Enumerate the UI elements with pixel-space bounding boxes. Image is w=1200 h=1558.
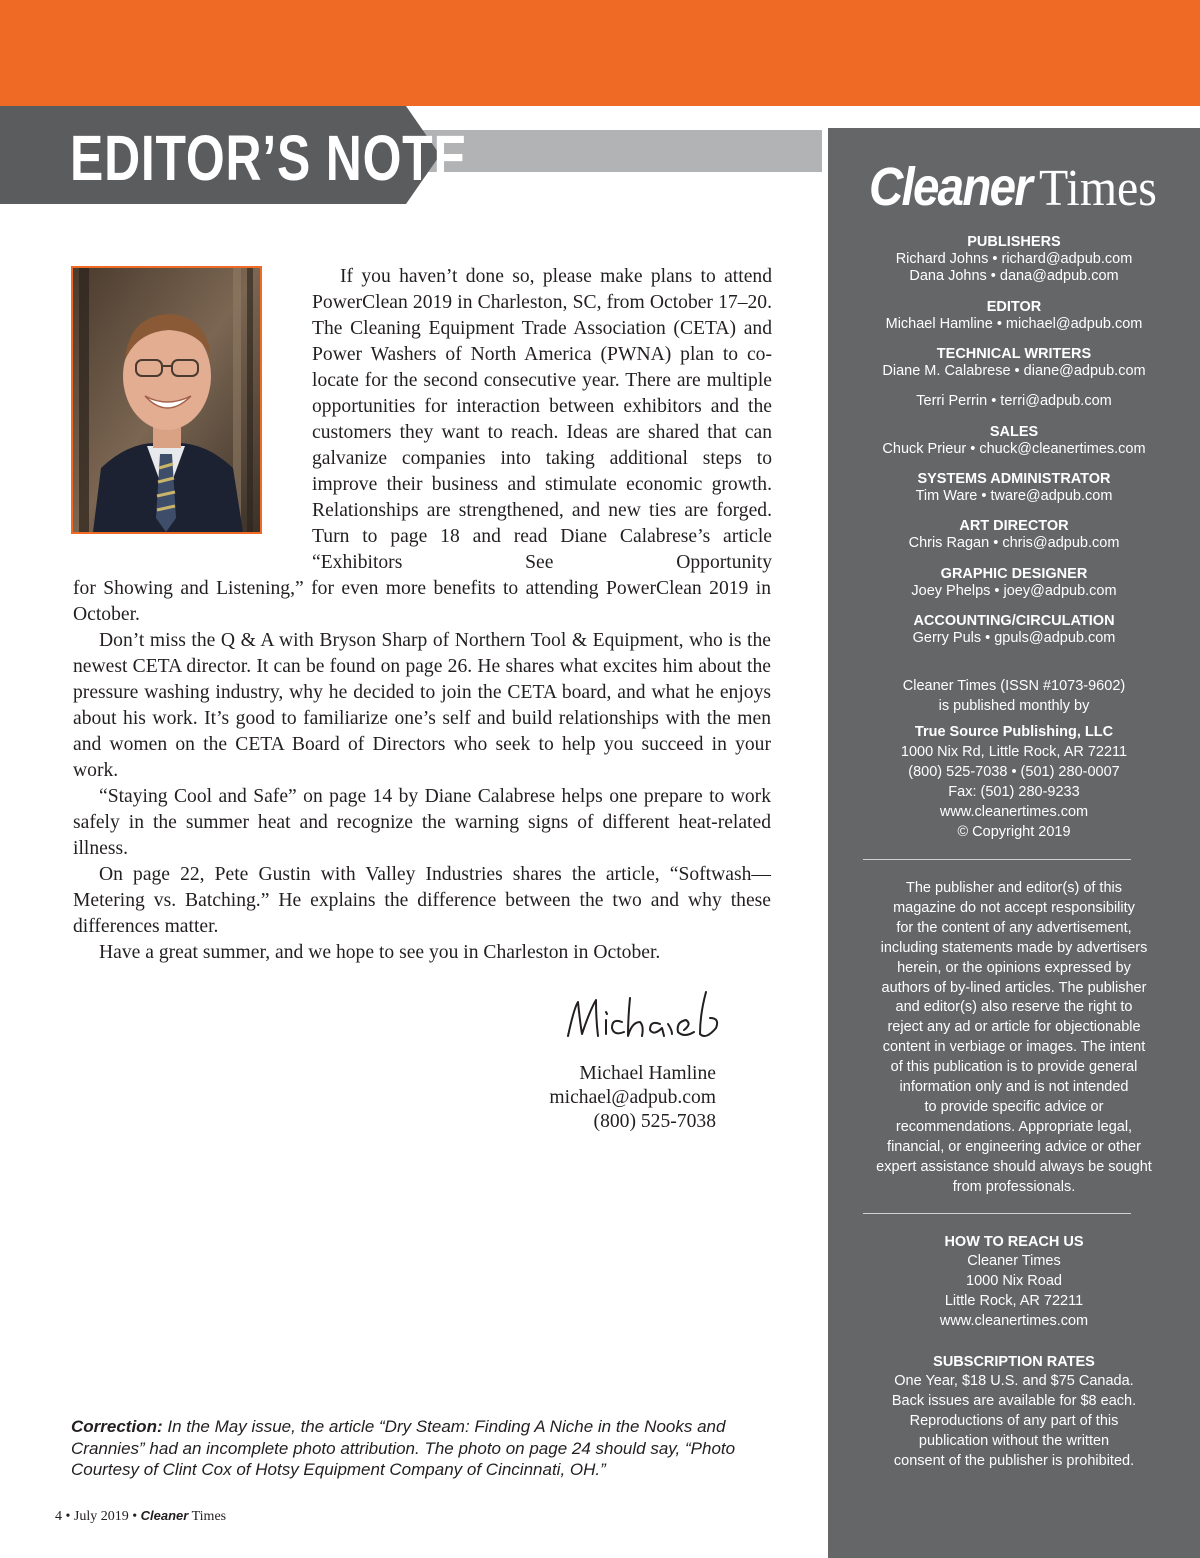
correction-text: In the May issue, the article “Dry Steam: Finding A Niche in the Nooks and Crannies” had an incomplete photo attribution. The photo on page 24 should say, “Photo Courtesy of Clint Cox of Hotsy Equipment Company of Cincinnati, OH.” xyxy=(71,1417,736,1479)
masthead-graphic-designer xyxy=(828,566,1200,600)
article-paragraph-3: “Staying Cool and Safe” on page 14 by Diane Calabrese helps one prepare to work safely in the summer heat and recognize the warning signs of different heat-related illness. xyxy=(73,786,771,859)
editor-photo xyxy=(71,266,262,534)
footer-brand-cleaner: Cleaner xyxy=(140,1508,189,1523)
reach-heading: HOW TO REACH US xyxy=(944,1234,1084,1250)
article-paragraph-1-continued: for Showing and Listening,” for even more benefits to attending PowerClean 2019 in October. xyxy=(73,578,771,625)
reach-line: Cleaner Times xyxy=(967,1253,1061,1269)
masthead-line: Diane M. Calabrese • diane@adpub.com xyxy=(882,363,1146,379)
page-footer: 4 • July 2019 • Cleaner Times xyxy=(55,1508,227,1524)
cleaner-times-logo xyxy=(858,156,1178,218)
disclaimer-line: financial, or engineering advice or other xyxy=(887,1138,1141,1155)
masthead-technical-writers xyxy=(828,346,1200,410)
masthead-line: Tim Ware • tware@adpub.com xyxy=(915,488,1113,504)
disclaimer-line: herein, or the opinions expressed by xyxy=(897,959,1131,976)
editor-phone: (800) 525-7038 xyxy=(593,1111,716,1132)
disclaimer-line: from professionals. xyxy=(952,1178,1076,1195)
logo-word-cleaner: Cleaner xyxy=(868,157,1031,217)
masthead-systems-admin xyxy=(828,471,1200,505)
issn-line-2: is published monthly by xyxy=(938,698,1090,714)
masthead-line: Terri Perrin • terri@adpub.com xyxy=(916,393,1112,409)
correction-label: Correction: xyxy=(71,1417,163,1436)
page-title: EDITOR’S NOTE xyxy=(70,122,468,194)
masthead-role: SYSTEMS ADMINISTRATOR xyxy=(917,471,1111,487)
divider xyxy=(863,859,1131,860)
signature-block xyxy=(470,1062,716,1134)
disclaimer-line: expert assistance should always be sought xyxy=(876,1158,1152,1175)
reach-line: www.cleanertimes.com xyxy=(939,1312,1089,1329)
disclaimer-line: magazine do not accept responsibility xyxy=(893,899,1135,916)
masthead-role: PUBLISHERS xyxy=(967,234,1061,250)
subscription-line: Back issues are available for $8 each. xyxy=(891,1392,1137,1409)
subscription-line: consent of the publisher is prohibited. xyxy=(893,1452,1135,1469)
masthead-role: SALES xyxy=(989,424,1039,440)
masthead-role: GRAPHIC DESIGNER xyxy=(940,566,1088,582)
masthead-role: ACCOUNTING/CIRCULATION xyxy=(913,613,1115,629)
subscription-line: publication without the written xyxy=(918,1432,1110,1449)
editor-portrait-image xyxy=(73,268,260,532)
top-color-band xyxy=(0,0,1200,106)
disclaimer-line: to provide specific advice or xyxy=(924,1098,1104,1115)
masthead-accounting xyxy=(828,613,1200,647)
masthead-art-director xyxy=(828,518,1200,552)
article-paragraph-4: On page 22, Pete Gustin with Valley Industries shares the article, “Softwash—Metering vs. Batching.” He explains the difference between the two and why these differences matter. xyxy=(73,864,771,937)
publisher-phones: (800) 525-7038 • (501) 280-0007 xyxy=(908,764,1120,780)
logo-word-times: Times xyxy=(1038,160,1157,217)
publication-info xyxy=(828,676,1200,842)
masthead-line: Chris Ragan • chris@adpub.com xyxy=(908,535,1120,551)
masthead-line: Chuck Prieur • chuck@cleanertimes.com xyxy=(882,441,1146,457)
disclaimer-line: authors of by-lined articles. The publisher xyxy=(881,979,1147,996)
editor-name: Michael Hamline xyxy=(579,1063,716,1084)
editor-email[interactable]: michael@adpub.com xyxy=(549,1087,716,1108)
disclaimer-line: including statements made by advertisers xyxy=(880,939,1148,956)
issue-date: July 2019 xyxy=(73,1509,129,1524)
masthead-role: TECHNICAL WRITERS xyxy=(936,346,1092,362)
subscription-rates xyxy=(828,1352,1200,1472)
publisher-fax: Fax: (501) 280-9233 xyxy=(948,784,1080,800)
footer-brand-times: Times xyxy=(191,1509,227,1524)
disclaimer-line: information only and is not intended xyxy=(899,1079,1129,1096)
disclaimer xyxy=(828,879,1200,1198)
article-paragraph-1: If you haven’t done so, please make plans to attend PowerClean 2019 in Charleston, SC, from October 17–20. The Cleaning Equipment Trade Association (CETA) and Power Washers of North America (PWNA) plan to co-locate for the second consecutive year. There are multiple opportunities for interaction between exhibitors and the customers they want to reach. Ideas are shared that can galvanize companies into taking additional steps to improve their business and stimulate economic growth. Relationships are strengthened, and new ties are forged. Turn to page 18 and read Diane Calabrese’s article “Exhibitors See Opportunity xyxy=(312,266,772,573)
disclaimer-line: content in verbiage or images. The intent xyxy=(882,1039,1146,1056)
copyright: © Copyright 2019 xyxy=(957,824,1071,840)
masthead-sidebar xyxy=(828,128,1200,1558)
masthead-editor xyxy=(828,299,1200,333)
subscription-heading: SUBSCRIPTION RATES xyxy=(933,1354,1095,1370)
article-paragraph-2: Don’t miss the Q & A with Bryson Sharp of Northern Tool & Equipment, who is the newest CETA director. It can be found on page 26. He shares what excites him about the pressure washing industry, why he decided to join the CETA board, and what he enjoys about his work. It’s good to familiarize one’s self and build relationships with the men and women on the CETA Board of Directors who seek to help you succeed in your work. xyxy=(73,630,771,781)
subscription-line: Reproductions of any part of this xyxy=(909,1412,1119,1429)
masthead-line: Joey Phelps • joey@adpub.com xyxy=(911,583,1117,599)
correction-notice xyxy=(71,1416,751,1481)
disclaimer-line: for the content of any advertisement, xyxy=(896,919,1132,936)
how-to-reach-us xyxy=(828,1232,1200,1332)
subscription-line: One Year, $18 U.S. and $75 Canada. xyxy=(894,1373,1134,1389)
publisher-address: 1000 Nix Rd, Little Rock, AR 72211 xyxy=(900,744,1128,760)
divider xyxy=(863,1213,1131,1214)
disclaimer-line: reject any ad or article for objectionable xyxy=(887,1019,1141,1036)
masthead-publishers xyxy=(828,234,1200,285)
page-number: 4 xyxy=(55,1509,62,1524)
publisher-website: www.cleanertimes.com xyxy=(939,804,1089,820)
handwritten-signature xyxy=(560,988,730,1058)
disclaimer-line: and editor(s) also reserve the right to xyxy=(895,999,1133,1016)
publisher-name: True Source Publishing, LLC xyxy=(914,724,1114,740)
masthead-role: ART DIRECTOR xyxy=(959,518,1069,534)
masthead-sales xyxy=(828,424,1200,458)
issn-line: Cleaner Times (ISSN #1073-9602) xyxy=(902,678,1126,694)
masthead-line: Michael Hamline • michael@adpub.com xyxy=(885,316,1143,332)
disclaimer-line: recommendations. Appropriate legal, xyxy=(895,1118,1133,1135)
disclaimer-line: The publisher and editor(s) of this xyxy=(906,880,1122,896)
masthead-role: EDITOR xyxy=(986,299,1042,315)
reach-line: 1000 Nix Road xyxy=(966,1272,1062,1289)
masthead-line: Gerry Puls • gpuls@adpub.com xyxy=(912,630,1116,646)
article-paragraph-5: Have a great summer, and we hope to see you in Charleston in October. xyxy=(99,942,661,963)
masthead-line: Richard Johns • richard@adpub.com xyxy=(895,251,1133,267)
disclaimer-line: of this publication is to provide general xyxy=(890,1059,1138,1076)
reach-line: Little Rock, AR 72211 xyxy=(944,1292,1084,1309)
masthead-line: Dana Johns • dana@adpub.com xyxy=(909,268,1119,284)
